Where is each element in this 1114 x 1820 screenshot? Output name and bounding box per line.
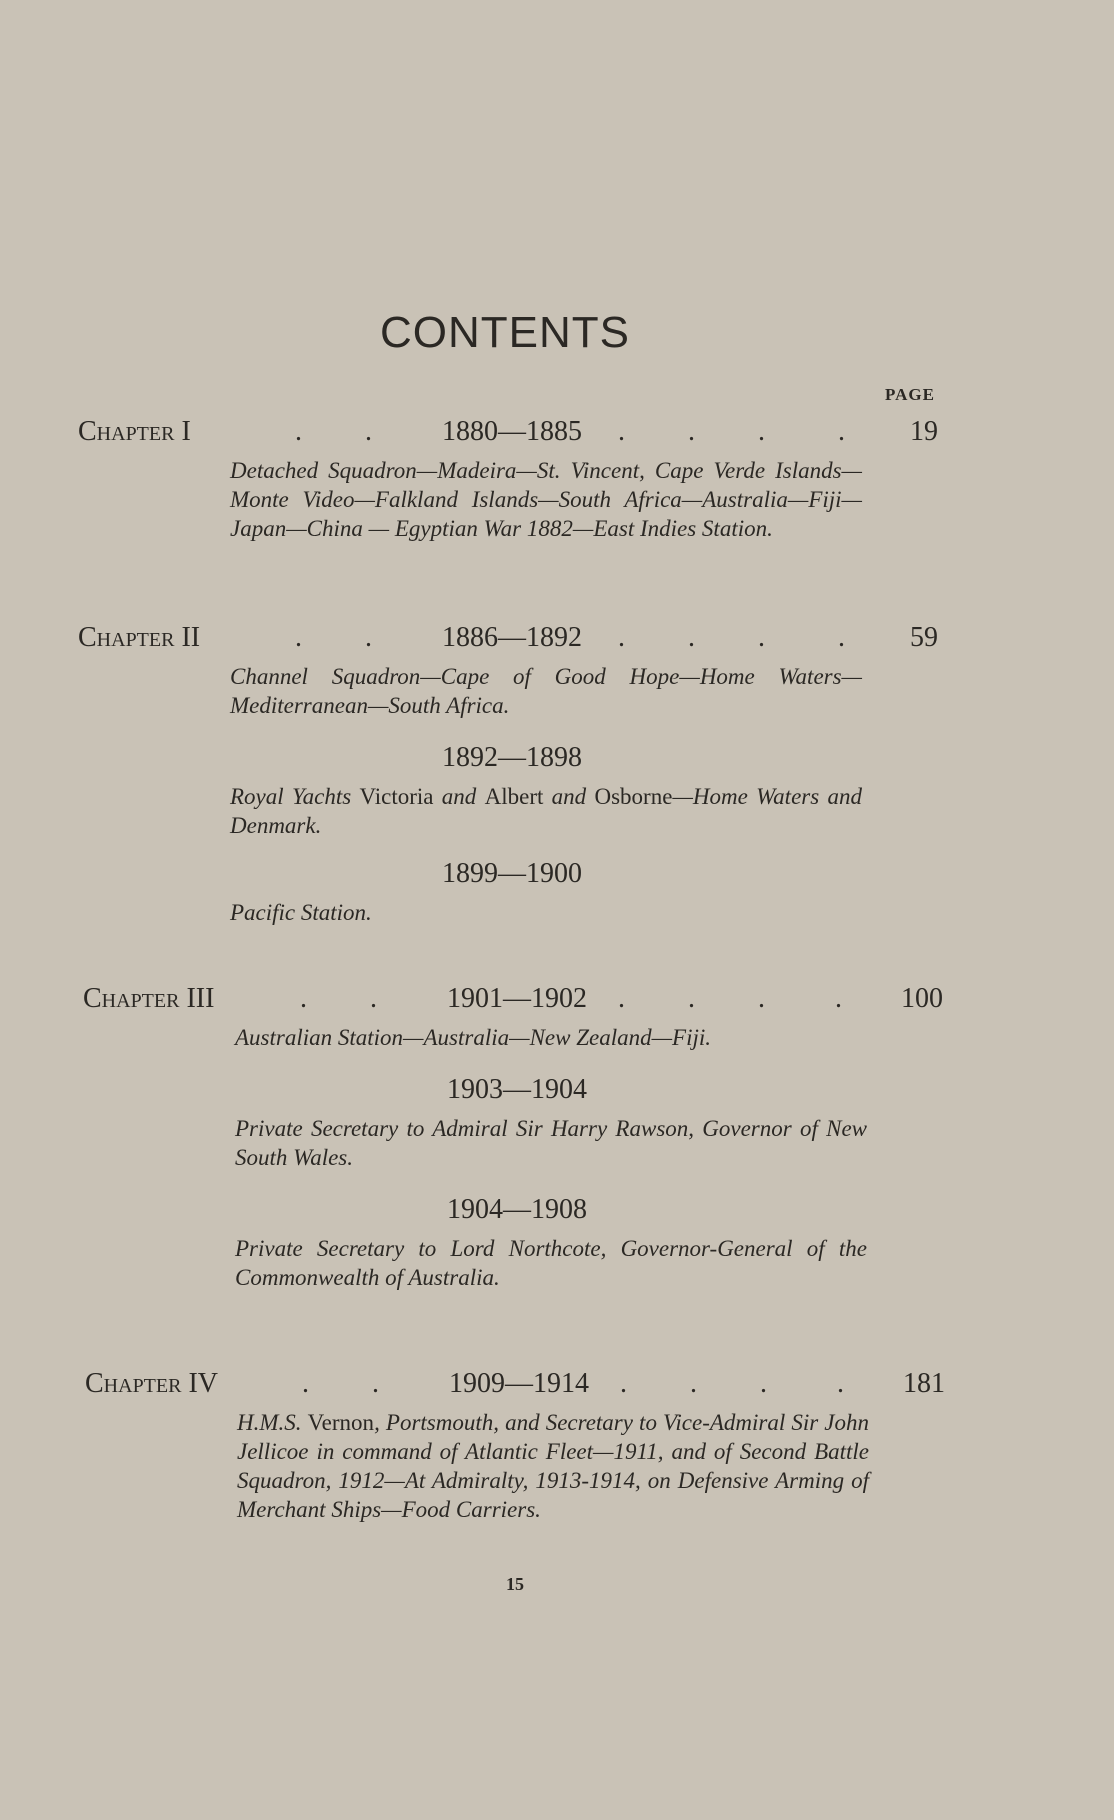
subsection-years: 1903—1904: [447, 1074, 587, 1105]
leader-dot: .: [688, 983, 695, 1014]
leader-dot: .: [295, 416, 302, 447]
chapter-1-heading: [78, 416, 938, 456]
subsection-description: Private Secretary to Lord Northcote, Governor-General of the Commonwealth of Australia.: [235, 1236, 867, 1290]
chapter-page-number: 59: [910, 622, 938, 653]
leader-dot: .: [688, 622, 695, 653]
leader-dot: .: [300, 983, 307, 1014]
page-title: CONTENTS: [380, 308, 630, 357]
leader-dot: .: [758, 983, 765, 1014]
chapter-3: [83, 983, 943, 1292]
chapter-label: Chapter II: [78, 622, 201, 653]
subsection-years: 1899—1900: [442, 858, 582, 889]
subsection-description: Royal Yachts Victoria and Albert and Osborne—Home Waters and Denmark.: [230, 784, 862, 838]
chapter-label: Chapter III: [83, 983, 215, 1014]
chapter-description: Channel Squadron—Cape of Good Hope—Home Waters—Mediterranean—South Africa.: [230, 664, 862, 718]
subsection: [83, 1074, 943, 1172]
leader-dot: .: [365, 622, 372, 653]
leader-dot: .: [618, 983, 625, 1014]
leader-dot: .: [837, 1368, 844, 1399]
chapter-4: [85, 1368, 945, 1524]
chapter-page-number: 100: [901, 983, 943, 1014]
chapter-description: H.M.S. Vernon, Portsmouth, and Secretary to Vice-Admiral Sir John Jellicoe in command of Atlantic Fleet—1911, and of Second Battle Squadron, 1912—At Admiralty, 1913-1914, on Defensive Arming of Merchant Ships—Food Carriers.: [237, 1410, 869, 1522]
chapter-2: [78, 622, 938, 927]
leader-dot: .: [758, 622, 765, 653]
leader-dot: .: [690, 1368, 697, 1399]
leader-dot: .: [835, 983, 842, 1014]
chapter-page-number: 19: [910, 416, 938, 447]
leader-dot: .: [295, 622, 302, 653]
subsection: [78, 742, 938, 840]
leader-dot: .: [370, 983, 377, 1014]
chapter-label: Chapter I: [78, 416, 191, 447]
chapter-years: 1909—1914: [449, 1368, 589, 1399]
subsection-description: Private Secretary to Admiral Sir Harry Rawson, Governor of New South Wales.: [235, 1116, 867, 1170]
subsection: [78, 858, 938, 927]
subsection-years: 1904—1908: [447, 1194, 587, 1225]
leader-dot: .: [302, 1368, 309, 1399]
leader-dot: .: [365, 416, 372, 447]
leader-dot: .: [688, 416, 695, 447]
chapter-description: Detached Squadron—Madeira—St. Vincent, Cape Verde Islands—Monte Video—Falkland Islands—South Africa—Australia—Fiji—Japan—China — Egyptian War 1882—East Indies Station.: [230, 458, 862, 541]
chapter-3-heading: [83, 983, 943, 1023]
leader-dot: .: [618, 416, 625, 447]
chapter-1: [78, 416, 938, 543]
leader-dot: .: [372, 1368, 379, 1399]
chapter-years: 1880—1885: [442, 416, 582, 447]
leader-dot: .: [838, 416, 845, 447]
leader-dot: .: [758, 416, 765, 447]
subsection-years: 1892—1898: [442, 742, 582, 773]
chapter-page-number: 181: [903, 1368, 945, 1399]
chapter-2-heading: [78, 622, 938, 662]
chapter-description: Australian Station—Australia—New Zealand—Fiji.: [235, 1025, 712, 1050]
chapter-4-heading: [85, 1368, 945, 1408]
chapter-years: 1901—1902: [447, 983, 587, 1014]
leader-dot: .: [620, 1368, 627, 1399]
page-column-header: PAGE: [885, 385, 935, 404]
subsection-description: Pacific Station.: [230, 900, 372, 925]
chapter-label: Chapter IV: [85, 1368, 219, 1399]
page-number: 15: [506, 1574, 524, 1594]
leader-dot: .: [618, 622, 625, 653]
leader-dot: .: [760, 1368, 767, 1399]
subsection: [83, 1194, 943, 1292]
leader-dot: .: [838, 622, 845, 653]
chapter-years: 1886—1892: [442, 622, 582, 653]
